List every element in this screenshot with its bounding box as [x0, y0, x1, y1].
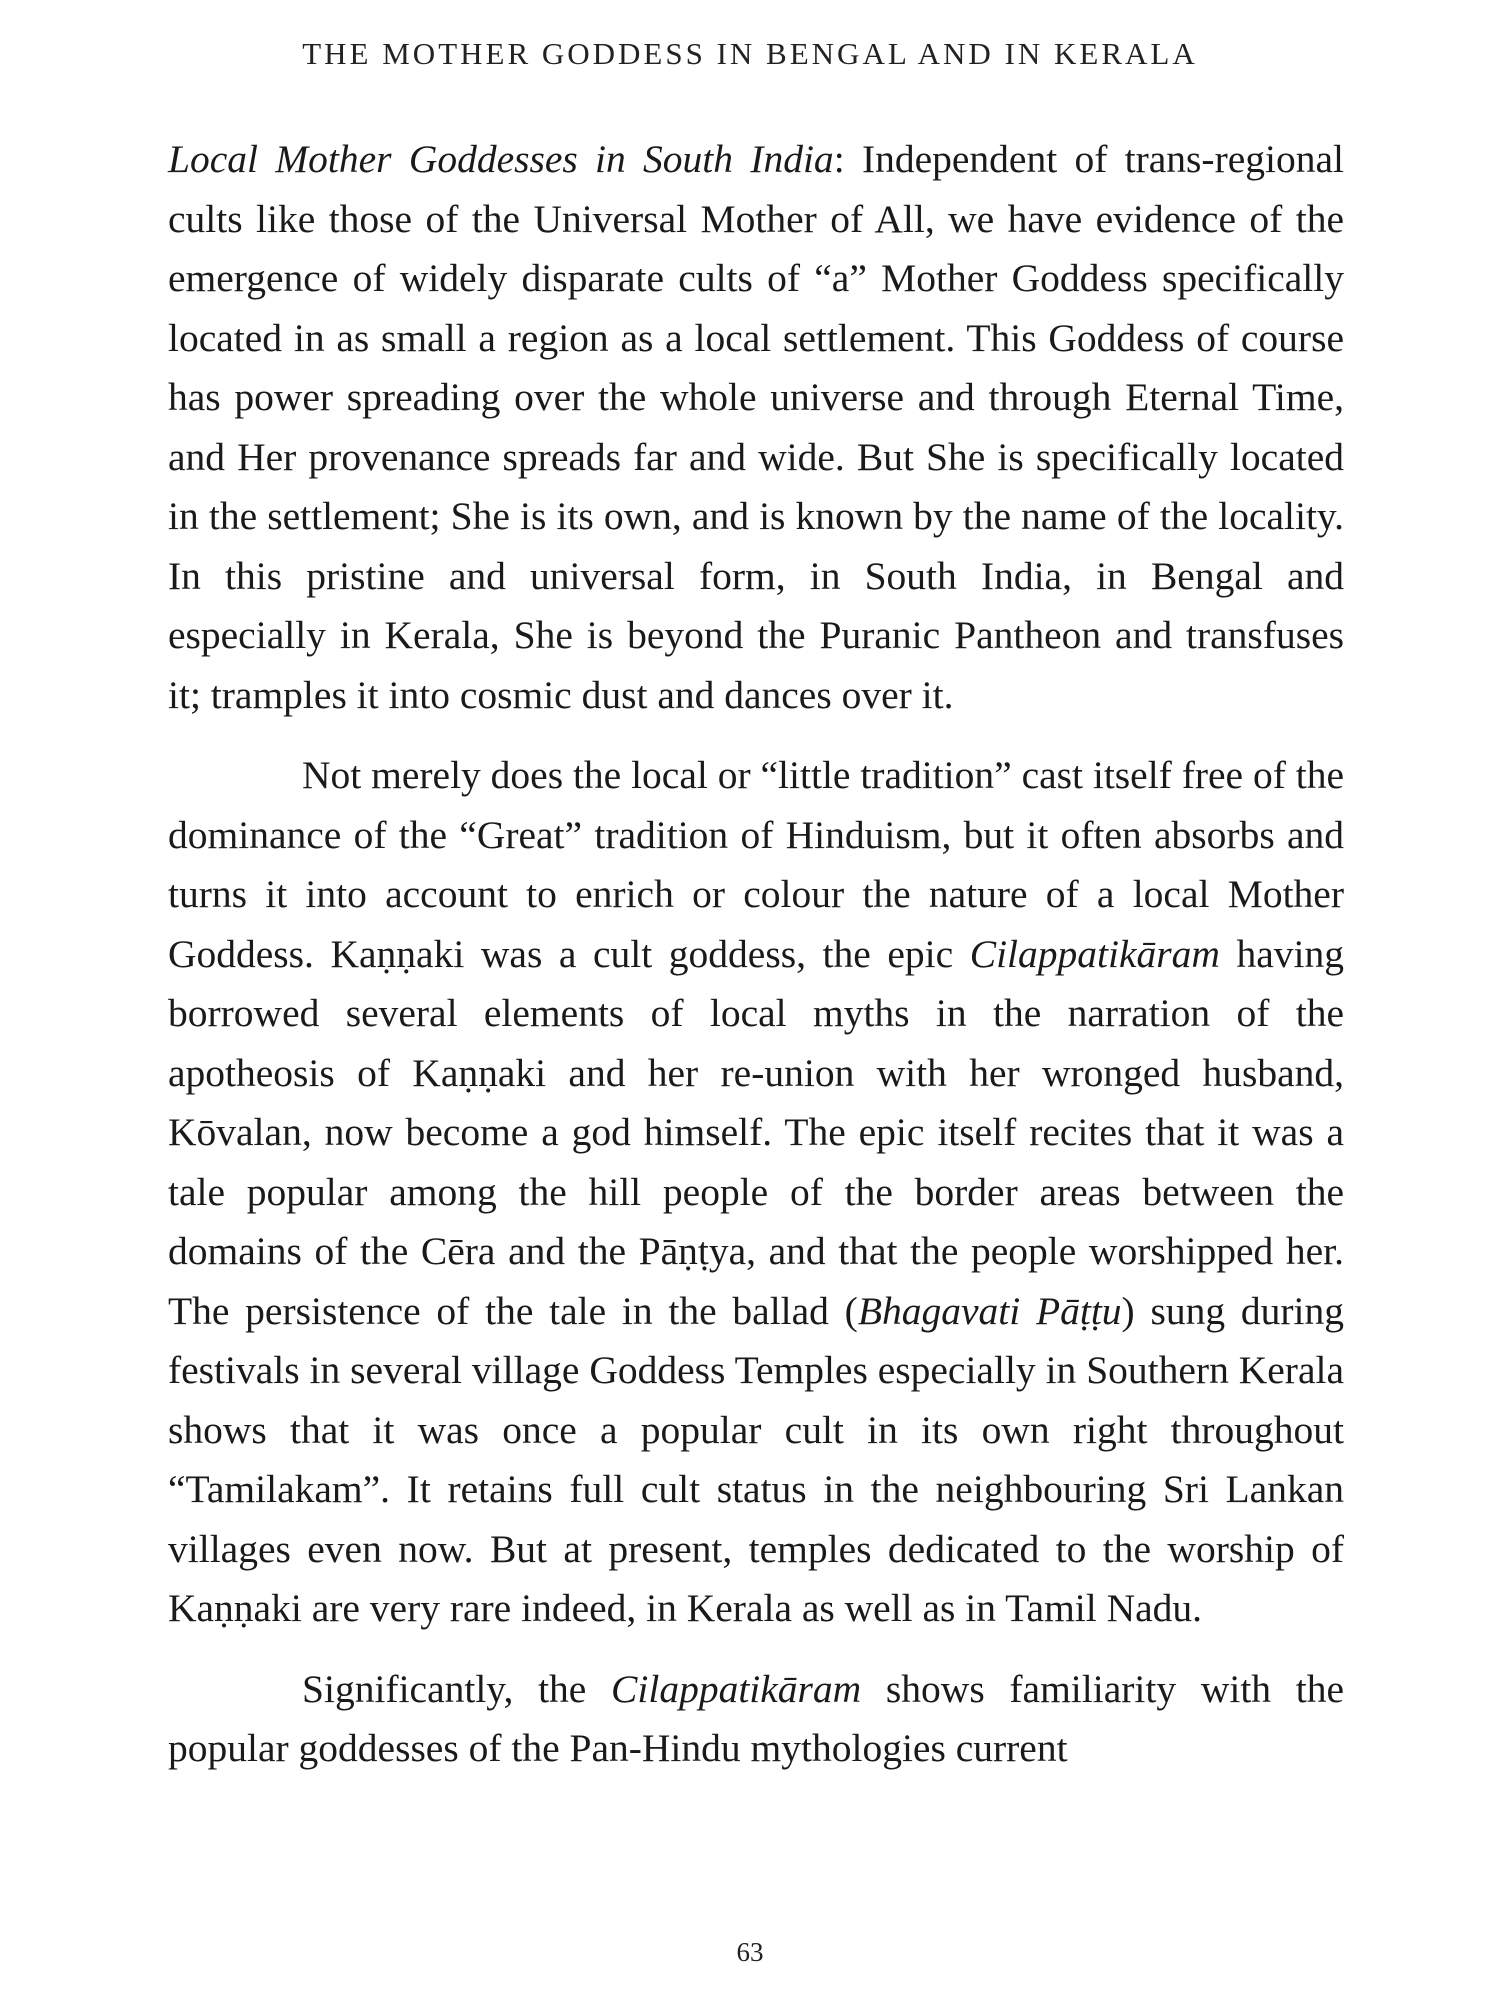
paragraph-3-text-a: Significantly, the — [302, 1666, 612, 1711]
paragraph-3 — [168, 1660, 1344, 1779]
paragraph-2-text-b: having borrowed several elements of local myths in the narration of the apotheosis of Kaṇṇaki and her re-union with her wronged husband, Kōvalan, now become a god himself. The epic itself recites that it was a tale popular among the hill people of the border areas between the domains of the Cēra and the Pāṇṭya, and that the people worshipped her. The persistence of the tale in the ballad ( — [168, 931, 1344, 1333]
page-number: 63 — [736, 1937, 764, 1967]
paragraph-2-text-a: Not merely does the local or “little tradition” cast itself free of the dominance of the “Great” tradition of Hinduism, but it often absorbs and turns it into account to enrich or colour the nature of a local Mother Goddess. Kaṇṇaki was a cult goddess, the epic — [168, 753, 1344, 976]
paragraph-1 — [168, 130, 1344, 725]
running-head: THE MOTHER GODDESS IN BENGAL AND IN KERALA — [302, 36, 1198, 71]
paragraph-2-text-c: ) sung during festivals in several village Goddess Temples especially in Southern Kerala shows that it was once a popular cult in its own right throughout “Tamilakam”. It retains full cult status in the neighbouring Sri Lankan villages even now. But at present, temples dedicated to the worship of Kaṇṇaki are very rare indeed, in Kerala as well as in Tamil Nadu. — [168, 1288, 1344, 1630]
epic-title: Cilappatikāram — [969, 931, 1220, 976]
ballad-title: Bhagavati Pāṭṭu — [857, 1288, 1122, 1333]
paragraph-1-text: : Independent of trans-regional cults like those of the Universal Mother of All, we have evidence of the emergence of widely disparate cults of “a” Mother Goddess specifically located in as small a region as a local settlement. This Goddess of course has power spreading over the whole universe and through Eternal Time, and Her provenance spreads far and wide. But She is specifically located in the settlement; She is its own, and is known by the name of the locality. In this pristine and universal form, in South India, in Bengal and especially in Kerala, She is beyond the Puranic Pantheon and transfuses it; tramples it into cosmic dust and dances over it. — [168, 137, 1344, 717]
epic-title: Cilappatikāram — [611, 1666, 862, 1711]
paragraph-2 — [168, 746, 1344, 1639]
section-lead-heading: Local Mother Goddesses in South India — [168, 137, 834, 181]
paragraph-3-text-b: shows familiarity with the popular goddesses of the Pan-Hindu mythologies current — [168, 1666, 1344, 1770]
body-text — [168, 130, 1344, 1779]
